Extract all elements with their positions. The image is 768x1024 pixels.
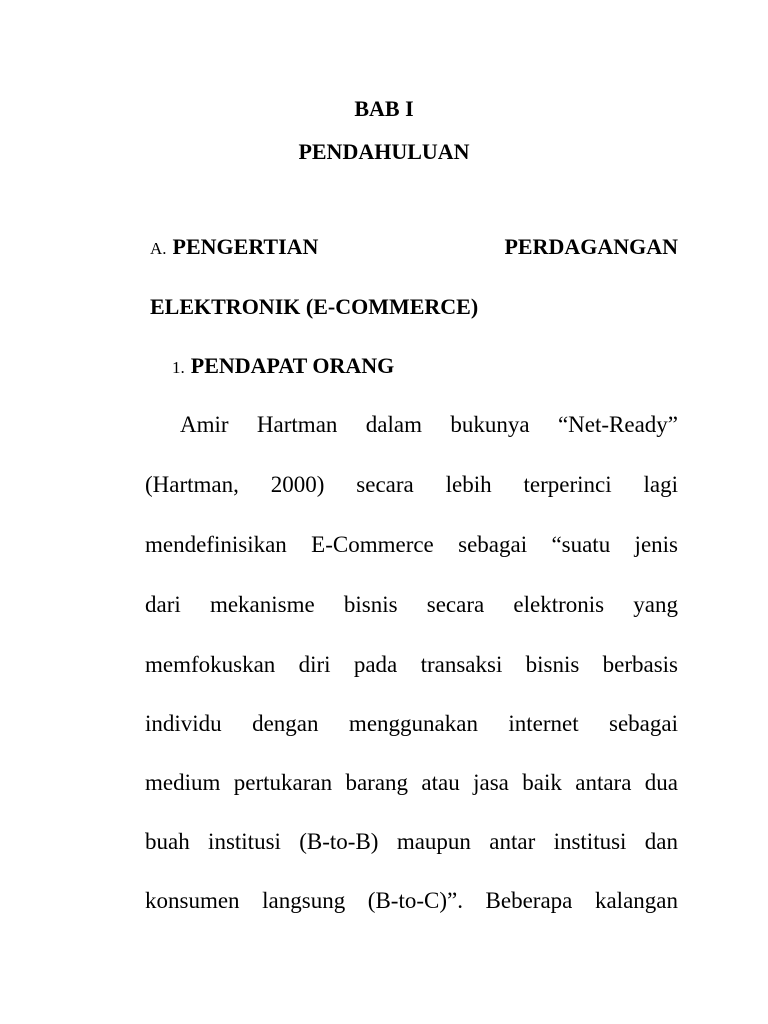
section-title-left: PENGERTIAN bbox=[172, 234, 319, 259]
paragraph-line: individu dengan menggunakan internet sebagai bbox=[145, 711, 678, 736]
paragraph-line: mendefinisikan E-Commerce sebagai “suatu jenis bbox=[145, 532, 678, 557]
paragraph-line: memfokuskan diri pada transaksi bisnis berbasis bbox=[145, 652, 678, 677]
paragraph-line: medium pertukaran barang atau jasa baik antara dua bbox=[145, 770, 678, 795]
paragraph-line: Amir Hartman dalam bukunya “Net-Ready” bbox=[180, 412, 678, 437]
chapter-number: BAB I bbox=[354, 96, 414, 121]
section-marker: A. bbox=[150, 239, 167, 258]
subsection-heading bbox=[172, 353, 394, 381]
chapter-title: PENDAHULUAN bbox=[298, 139, 470, 164]
subsection-marker: 1. bbox=[172, 358, 185, 377]
section-title-right: PERDAGANGAN bbox=[504, 234, 678, 259]
section-heading-line1 bbox=[150, 234, 678, 262]
paragraph-line: konsumen langsung (B-to-C)”. Beberapa kalangan bbox=[145, 888, 678, 913]
section-title-line2: ELEKTRONIK (E-COMMERCE) bbox=[150, 294, 479, 319]
paragraph-line: dari mekanisme bisnis secara elektronis yang bbox=[145, 592, 678, 617]
paragraph-line: buah institusi (B-to-B) maupun antar institusi dan bbox=[145, 829, 678, 854]
paragraph-line: (Hartman, 2000) secara lebih terperinci lagi bbox=[145, 472, 678, 497]
subsection-title: PENDAPAT ORANG bbox=[190, 353, 395, 378]
section-heading-left-part bbox=[150, 234, 318, 262]
